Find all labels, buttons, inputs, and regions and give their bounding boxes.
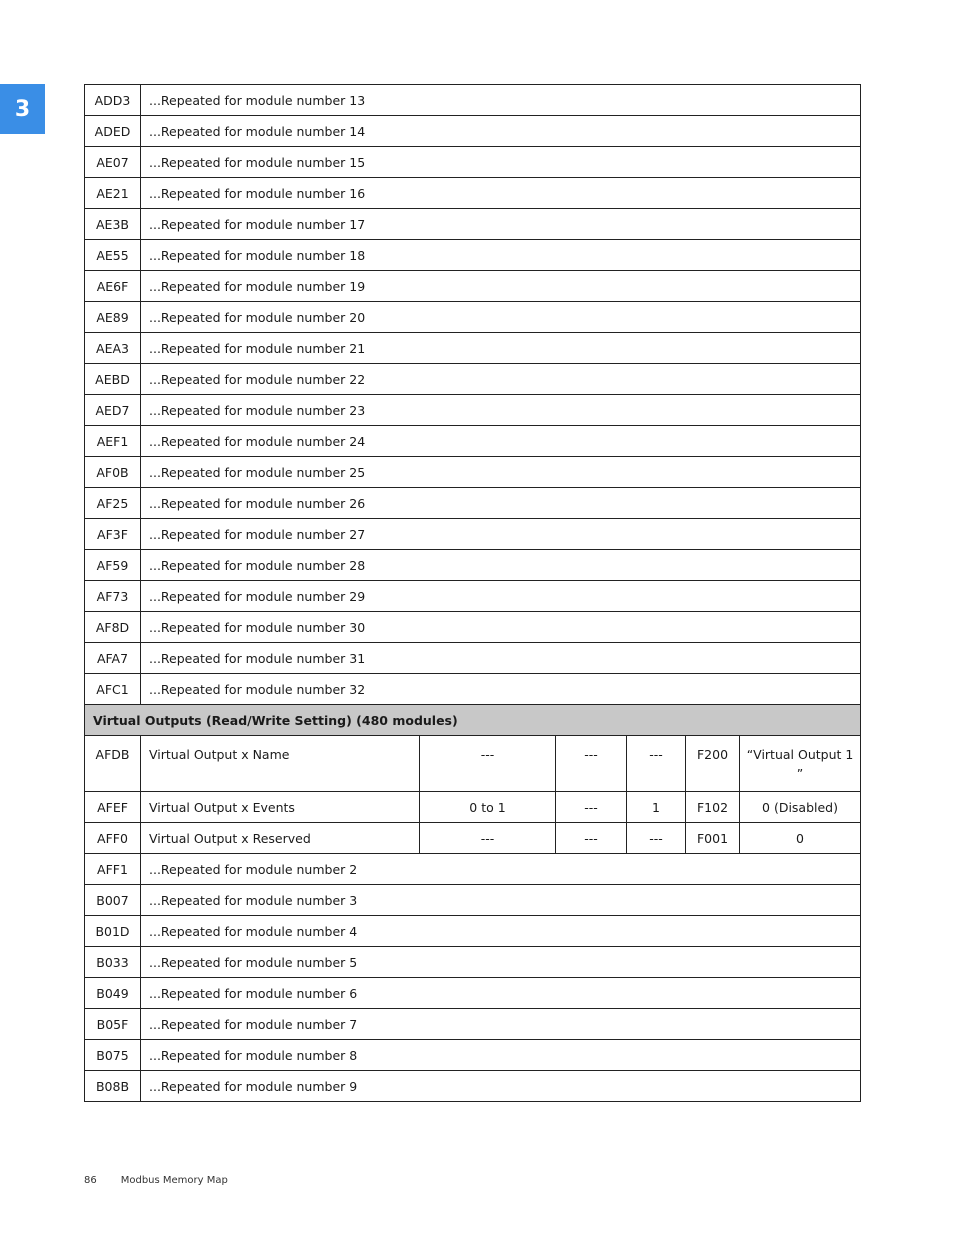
address-cell: AF25	[85, 488, 141, 519]
table-row	[85, 1040, 861, 1071]
table-row	[85, 209, 861, 240]
table-row	[85, 395, 861, 426]
address-cell: AF3F	[85, 519, 141, 550]
table-row	[85, 947, 861, 978]
description-cell: ...Repeated for module number 32	[141, 674, 861, 705]
default-cell: 0 (Disabled)	[740, 792, 861, 823]
description-cell: ...Repeated for module number 25	[141, 457, 861, 488]
description-cell: ...Repeated for module number 17	[141, 209, 861, 240]
address-cell: AFC1	[85, 674, 141, 705]
address-cell: B033	[85, 947, 141, 978]
description-cell: ...Repeated for module number 3	[141, 885, 861, 916]
description-cell: ...Repeated for module number 28	[141, 550, 861, 581]
format-cell: F102	[686, 792, 740, 823]
address-cell: AFF1	[85, 854, 141, 885]
address-cell: AE89	[85, 302, 141, 333]
address-cell: AFEF	[85, 792, 141, 823]
default-cell: “Virtual Output 1 ”	[740, 736, 861, 792]
description-cell: ...Repeated for module number 27	[141, 519, 861, 550]
address-cell: AEBD	[85, 364, 141, 395]
table-row	[85, 1071, 861, 1102]
default-cell: 0	[740, 823, 861, 854]
table-row	[85, 612, 861, 643]
description-cell: Virtual Output x Events	[141, 792, 420, 823]
table-row	[85, 302, 861, 333]
description-cell: ...Repeated for module number 8	[141, 1040, 861, 1071]
table-row	[85, 550, 861, 581]
address-cell: AE55	[85, 240, 141, 271]
description-cell: ...Repeated for module number 9	[141, 1071, 861, 1102]
description-cell: ...Repeated for module number 7	[141, 1009, 861, 1040]
address-cell: AFDB	[85, 736, 141, 792]
address-cell: AFA7	[85, 643, 141, 674]
table-row	[85, 426, 861, 457]
description-cell: ...Repeated for module number 4	[141, 916, 861, 947]
address-cell: AE07	[85, 147, 141, 178]
description-cell: ...Repeated for module number 13	[141, 85, 861, 116]
table-row	[85, 457, 861, 488]
section-header: Virtual Outputs (Read/Write Setting) (480 modules)	[85, 705, 861, 736]
format-cell: F200	[686, 736, 740, 792]
description-cell: Virtual Output x Reserved	[141, 823, 420, 854]
range-cell: ---	[420, 823, 556, 854]
description-cell: ...Repeated for module number 2	[141, 854, 861, 885]
step-cell: ---	[627, 823, 686, 854]
table-row	[85, 581, 861, 612]
address-cell: AF73	[85, 581, 141, 612]
table-row	[85, 333, 861, 364]
table-body	[85, 85, 861, 1102]
table-row	[85, 1009, 861, 1040]
table-row	[85, 792, 861, 823]
table-row	[85, 147, 861, 178]
page-footer	[84, 1175, 228, 1186]
table-row	[85, 643, 861, 674]
description-cell: ...Repeated for module number 16	[141, 178, 861, 209]
table-row	[85, 823, 861, 854]
description-cell: Virtual Output x Name	[141, 736, 420, 792]
address-cell: ADED	[85, 116, 141, 147]
format-cell: F001	[686, 823, 740, 854]
table-row	[85, 178, 861, 209]
description-cell: ...Repeated for module number 31	[141, 643, 861, 674]
address-cell: AE21	[85, 178, 141, 209]
address-cell: ADD3	[85, 85, 141, 116]
footer-section-title: Modbus Memory Map	[120, 1175, 228, 1186]
description-cell: ...Repeated for module number 18	[141, 240, 861, 271]
units-cell: ---	[556, 736, 627, 792]
description-cell: ...Repeated for module number 15	[141, 147, 861, 178]
address-cell: B01D	[85, 916, 141, 947]
description-cell: ...Repeated for module number 14	[141, 116, 861, 147]
address-cell: B05F	[85, 1009, 141, 1040]
table-row	[85, 85, 861, 116]
units-cell: ---	[556, 792, 627, 823]
address-cell: B075	[85, 1040, 141, 1071]
address-cell: AED7	[85, 395, 141, 426]
table-row	[85, 736, 861, 792]
description-cell: ...Repeated for module number 24	[141, 426, 861, 457]
description-cell: ...Repeated for module number 30	[141, 612, 861, 643]
step-cell: 1	[627, 792, 686, 823]
address-cell: AEA3	[85, 333, 141, 364]
address-cell: AEF1	[85, 426, 141, 457]
description-cell: ...Repeated for module number 22	[141, 364, 861, 395]
modbus-memory-map-table	[84, 84, 861, 1102]
table-row	[85, 674, 861, 705]
table-row	[85, 519, 861, 550]
table-row	[85, 978, 861, 1009]
address-cell: AF0B	[85, 457, 141, 488]
description-cell: ...Repeated for module number 21	[141, 333, 861, 364]
table-row	[85, 916, 861, 947]
address-cell: AF59	[85, 550, 141, 581]
table-row	[85, 240, 861, 271]
chapter-tab: 3	[0, 84, 45, 134]
range-cell: ---	[420, 736, 556, 792]
description-cell: ...Repeated for module number 6	[141, 978, 861, 1009]
address-cell: AFF0	[85, 823, 141, 854]
address-cell: B08B	[85, 1071, 141, 1102]
range-cell: 0 to 1	[420, 792, 556, 823]
description-cell: ...Repeated for module number 26	[141, 488, 861, 519]
address-cell: AE3B	[85, 209, 141, 240]
section-header-row	[85, 705, 861, 736]
table-row	[85, 885, 861, 916]
table-row	[85, 854, 861, 885]
units-cell: ---	[556, 823, 627, 854]
page-number: 86	[84, 1175, 97, 1186]
description-cell: ...Repeated for module number 19	[141, 271, 861, 302]
description-cell: ...Repeated for module number 23	[141, 395, 861, 426]
description-cell: ...Repeated for module number 29	[141, 581, 861, 612]
address-cell: AE6F	[85, 271, 141, 302]
table-row	[85, 116, 861, 147]
table-row	[85, 488, 861, 519]
address-cell: B049	[85, 978, 141, 1009]
table-row	[85, 271, 861, 302]
address-cell: AF8D	[85, 612, 141, 643]
description-cell: ...Repeated for module number 5	[141, 947, 861, 978]
address-cell: B007	[85, 885, 141, 916]
description-cell: ...Repeated for module number 20	[141, 302, 861, 333]
table-row	[85, 364, 861, 395]
step-cell: ---	[627, 736, 686, 792]
